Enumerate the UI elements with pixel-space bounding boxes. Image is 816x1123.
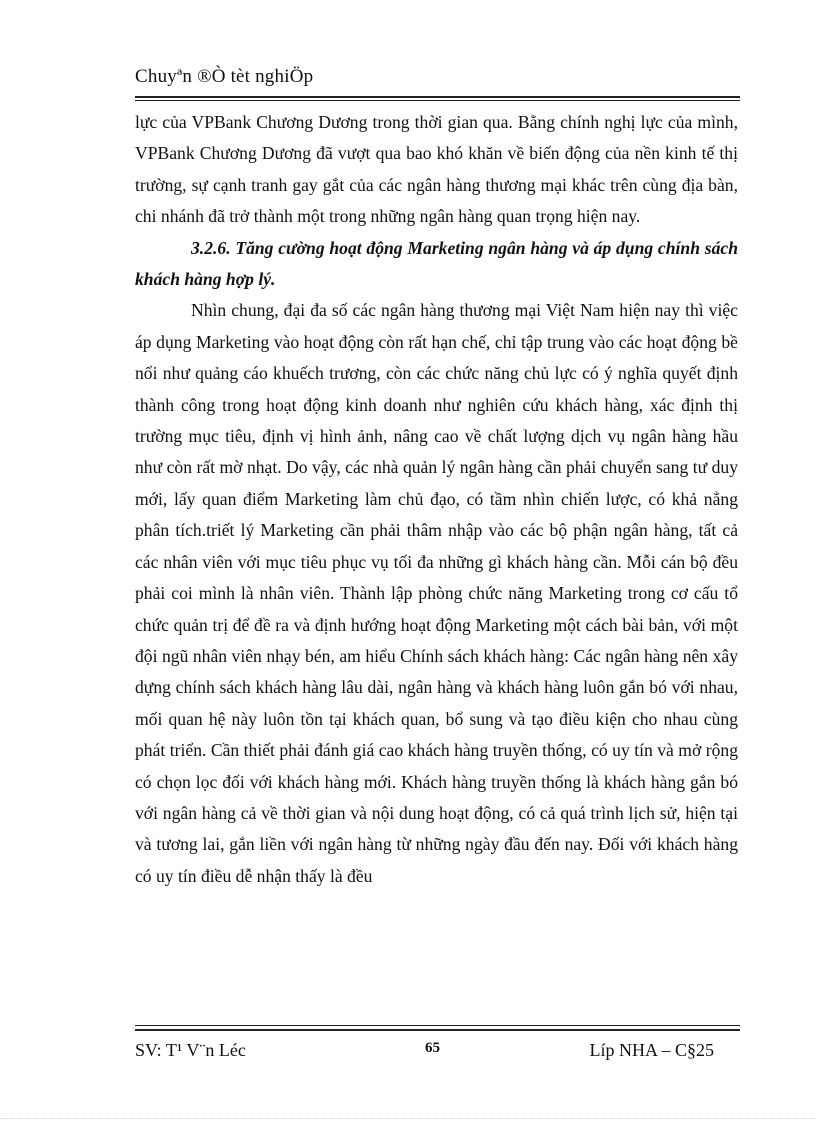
header-rule-bottom — [135, 100, 740, 101]
section-heading: 3.2.6. Tăng cường hoạt động Marketing ngân hàng và áp dụng chính sách khách hàng hợp lý. — [135, 237, 738, 290]
page-header-title: Chuyªn ®Ò tèt nghiÖp — [135, 66, 314, 87]
page-number: 65 — [425, 1040, 440, 1056]
footer-rule-bottom — [135, 1029, 740, 1031]
student-name: SV: T¹ V¨n Léc — [135, 1040, 246, 1060]
paragraph-marketing: Nhìn chung, đại đa số các ngân hàng thương mại Việt Nam hiện nay thì việc áp dụng Marketing vào hoạt động còn rất hạn chế, chỉ tập trung vào các hoạt động bề nổi như quảng cáo khuếch trương, còn các chức năng chủ lực có ý nghĩa quyết định thành công trong hoạt động kinh doanh như nghiên cứu khách hàng, xác định thị trường mục tiêu, định vị hình ảnh, nâng cao về chất lượng dịch vụ ngân hàng hầu như còn rất mờ nhạt. Do vậy, các nhà quản lý ngân hàng cần phải chuyển sang tư duy mới, lấy quan điểm Marketing làm chủ đạo, có tầm nhìn chiến lược, có khả nẳng phân tích.triết lý Marketing cần phải thâm nhập vào các bộ phận ngân hàng, tất cả các nhân viên với mục tiêu phục vụ tối đa những gì khách hàng cần. Mỗi cán bộ đều phải coi mình là nhân viên. Thành lập phòng chức năng Marketing trong cơ cấu tổ chức quản trị để đề ra và định hướng hoạt động Marketing một cách bài bản, với một đội ngũ nhân viên nhạy bén, am hiểu Chính sách khách hàng: Các ngân hàng nên xây dựng chính sách khách hàng lâu dài, ngân hàng và khách hàng luôn gắn bó với nhau, mối quan hệ này luôn tồn tại khách quan, bổ sung và tạo điều kiện cho nhau cùng phát triển. Cần thiết phải đánh giá cao khách hàng truyền thống, có uy tín và mở rộng có chọn lọc đối với khách hàng mới. Khách hàng truyền thống là khách hàng gắn bó với ngân hàng cả về thời gian và nội dung hoạt động, có cả quá trình lịch sử, hiện tại và tương lai, gắn liền với ngân hàng từ những ngày đầu đến nay. Đối với khách hàng có uy tín điều dễ nhận thấy là đều — [135, 300, 738, 886]
footer-rule-top — [135, 1025, 740, 1026]
page-bottom-edge — [0, 1118, 816, 1119]
class-code: Líp NHA – C§25 — [589, 1040, 714, 1060]
page-footer — [135, 1040, 740, 1064]
header-rule-top — [135, 96, 740, 98]
paragraph-continuation: lực của VPBank Chương Dương trong thời gian qua. Bằng chính nghị lực của mình, VPBank Chương Dương đã vượt qua bao khó khăn về biến động của nền kinh tế thị trường, sự cạnh tranh gay gắt của các ngân hàng thương mại khác trên cùng địa bàn, chi nhánh đã trở thành một trong những ngân hàng quan trọng hiện nay. — [135, 112, 738, 227]
document-body — [135, 107, 738, 892]
